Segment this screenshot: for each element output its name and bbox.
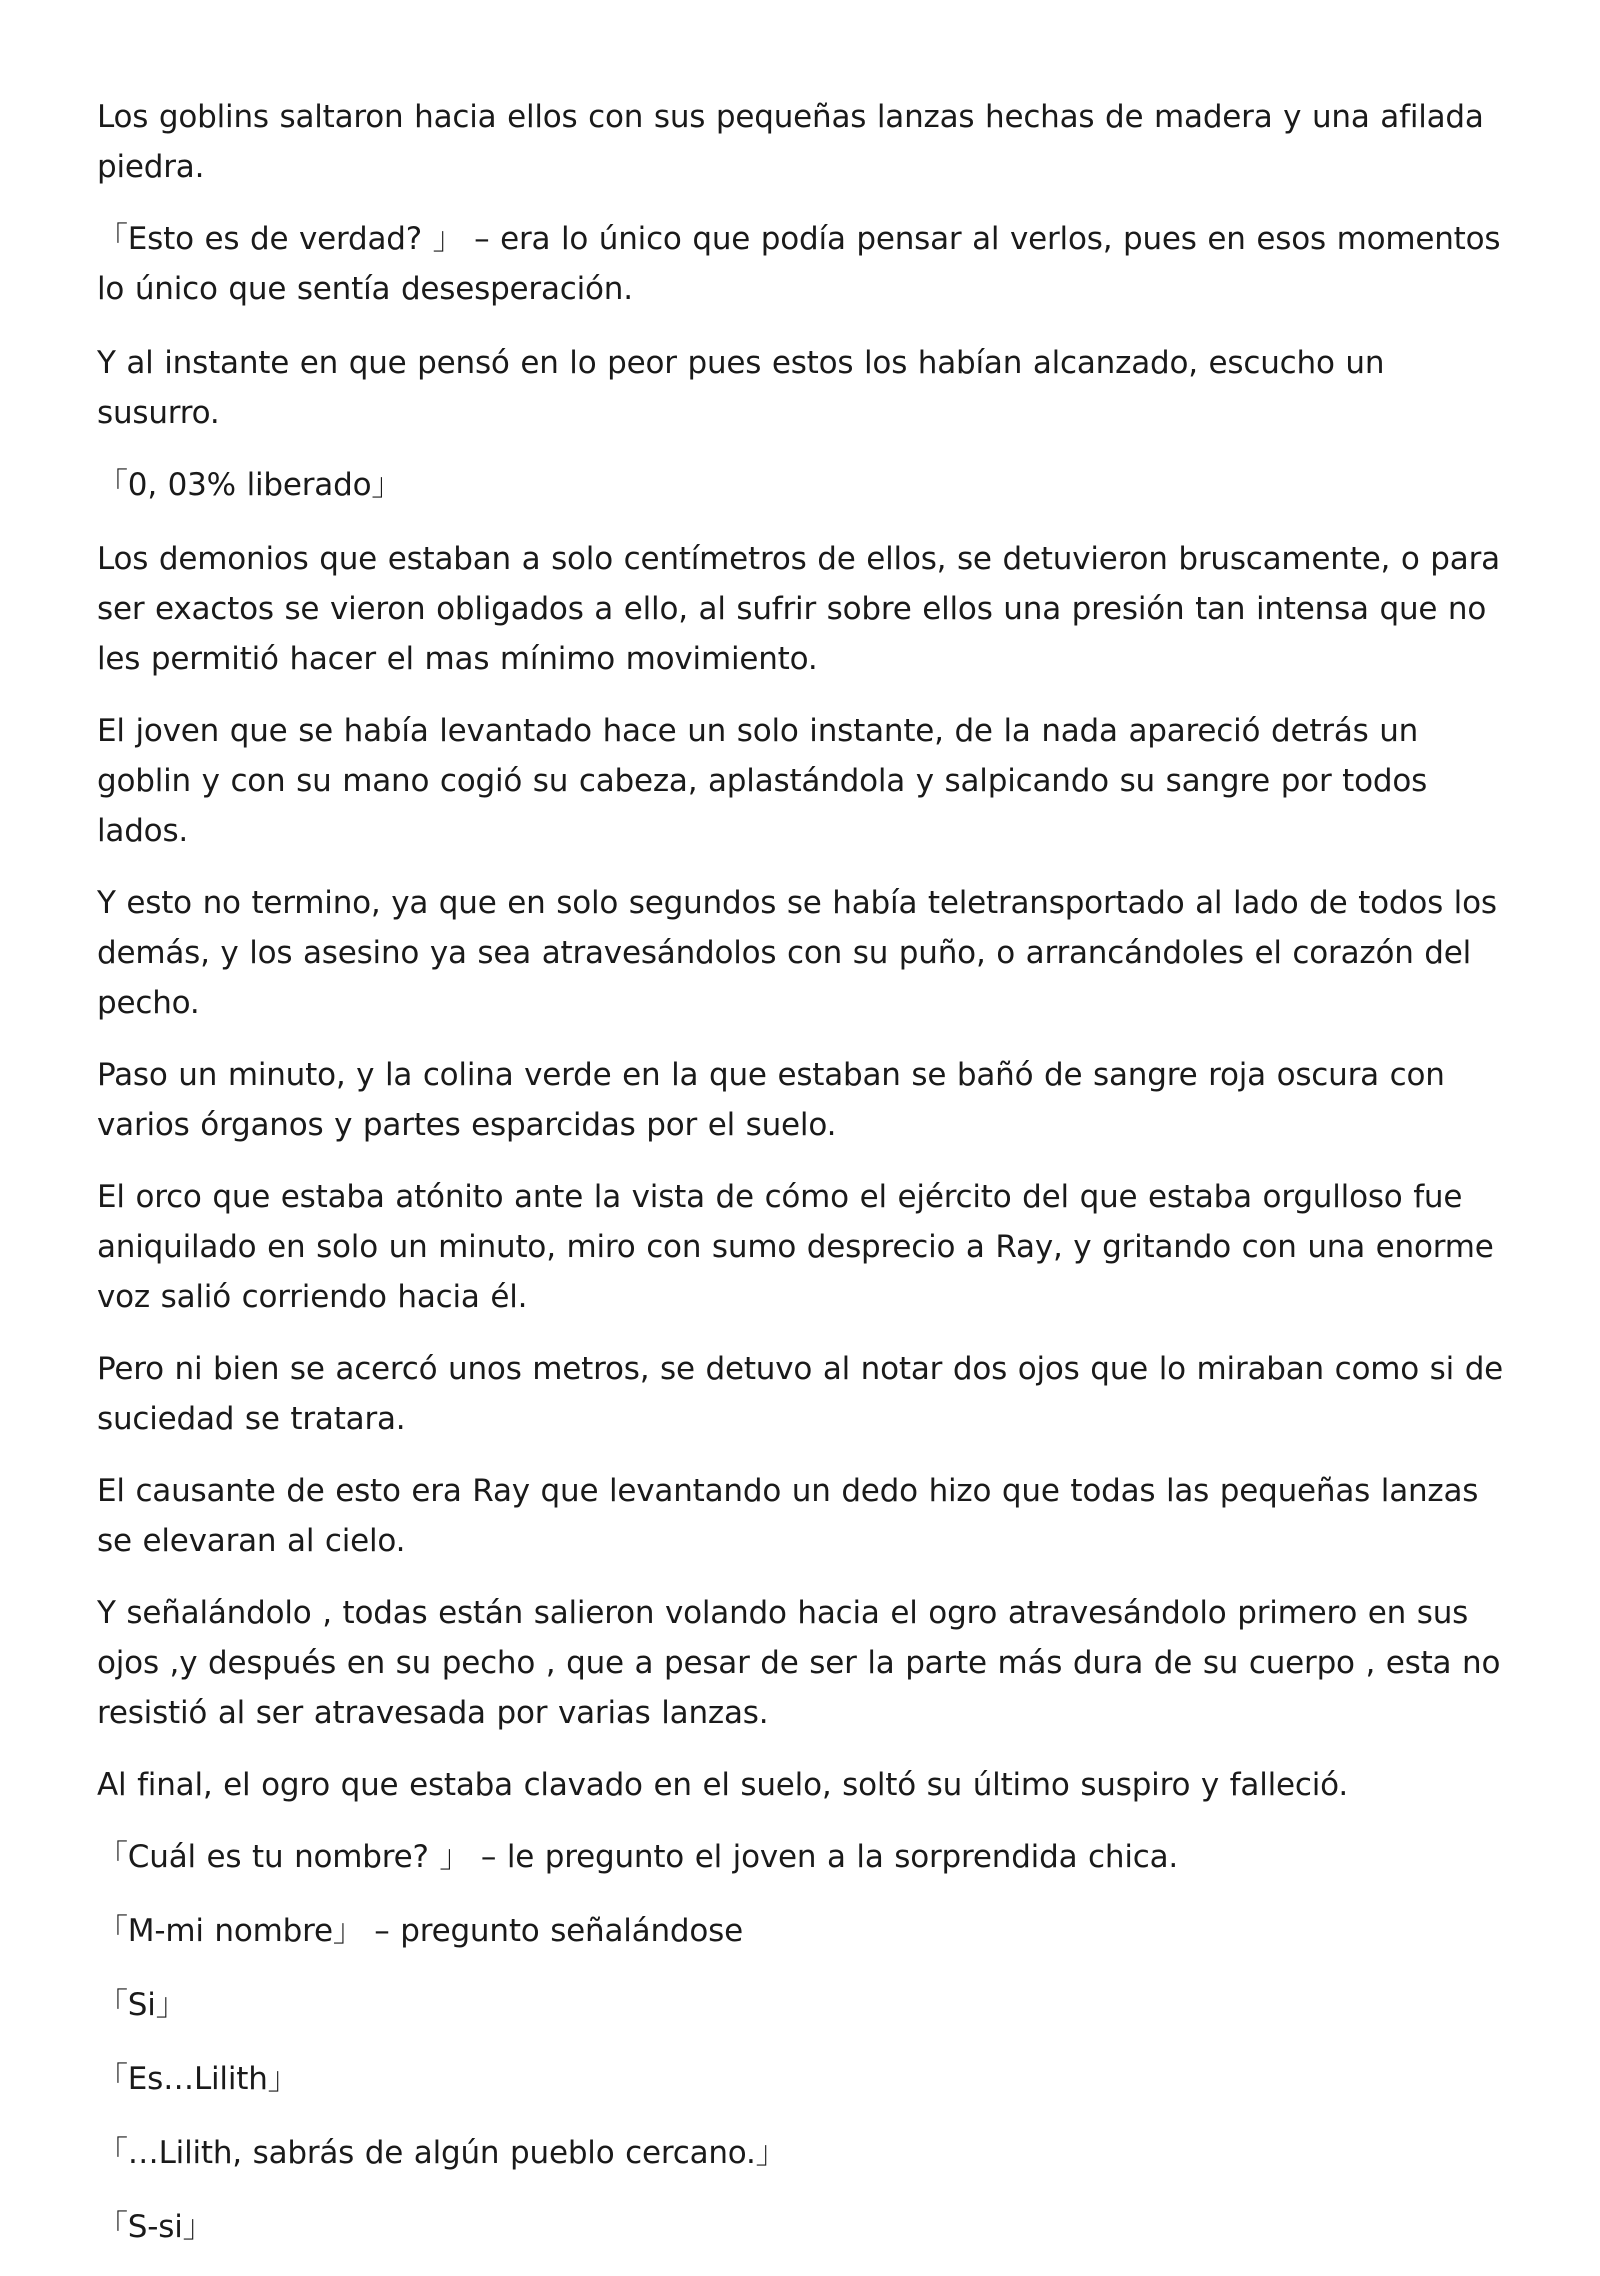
paragraph-narration: El orco que estaba atónito ante la vista de cómo el ejército del que estaba orgulloso fue aniquilado en solo un minuto, miro con sumo desprecio a Ray, y gritando con una enorme voz salió corriendo hacia él. (97, 1179, 1494, 1315)
paragraph-narration: Y señalándolo , todas están salieron volando hacia el ogro atravesándolo primero en sus ojos ,y después en su pecho , que a pesar de ser la parte más dura de su cuerpo , esta no resistió al ser atravesada por varias lanzas. (97, 1595, 1501, 1731)
paragraph-dialog: 「S-si」 (97, 2209, 214, 2245)
paragraph-narration: Los demonios que estaban a solo centímetros de ellos, se detuvieron bruscamente, o para ser exactos se vieron obligados a ello, al sufrir sobre ellos una presión tan intensa que no les permitió hacer el mas mínimo movimiento. (97, 541, 1500, 677)
paragraph-narration: Paso un minuto, y la colina verde en la que estaban se bañó de sangre roja oscura con varios órganos y partes esparcidas por el suelo. (97, 1057, 1445, 1143)
paragraph-narration: Los goblins saltaron hacia ellos con sus pequeñas lanzas hechas de madera y una afilada piedra. (97, 99, 1484, 185)
paragraph-dialog: 「…Lilith, sabrás de algún pueblo cercano.」 (97, 2135, 787, 2171)
paragraph-narration: El causante de esto era Ray que levantando un dedo hizo que todas las pequeñas lanzas se elevaran al cielo. (97, 1473, 1479, 1559)
paragraph-dialog: 「Es…Lilith」 (97, 2061, 299, 2097)
paragraph-dialog: 「0, 03% liberado」 (97, 467, 403, 503)
paragraph-narration: Y esto no termino, ya que en solo segundos se había teletransportado al lado de todos los demás, y los asesino ya sea atravesándolos con su puño, o arrancándoles el corazón del pecho. (97, 885, 1497, 1021)
paragraph-narration: Pero ni bien se acercó unos metros, se detuvo al notar dos ojos que lo miraban como si de suciedad se tratara. (97, 1351, 1504, 1437)
paragraph-dialog: 「M-mi nombre」 – pregunto señalándose (97, 1913, 743, 1949)
document-page (97, 92, 1507, 2276)
paragraph-dialog: 「Cuál es tu nombre? 」 – le pregunto el joven a la sorprendida chica. (97, 1839, 1179, 1875)
paragraph-dialog: 「Si」 (97, 1987, 187, 2023)
paragraph-narration: Al final, el ogro que estaba clavado en el suelo, soltó su último suspiro y falleció. (97, 1767, 1349, 1803)
paragraph-narration: Y al instante en que pensó en lo peor pues estos los habían alcanzado, escucho un susurro. (97, 345, 1385, 431)
paragraph-dialog: 「Esto es de verdad? 」 – era lo único que podía pensar al verlos, pues en esos momentos lo único que sentía desesperación. (97, 221, 1501, 307)
paragraph-narration: El joven que se había levantado hace un solo instante, de la nada apareció detrás un goblin y con su mano cogió su cabeza, aplastándola y salpicando su sangre por todos lados. (97, 713, 1428, 849)
